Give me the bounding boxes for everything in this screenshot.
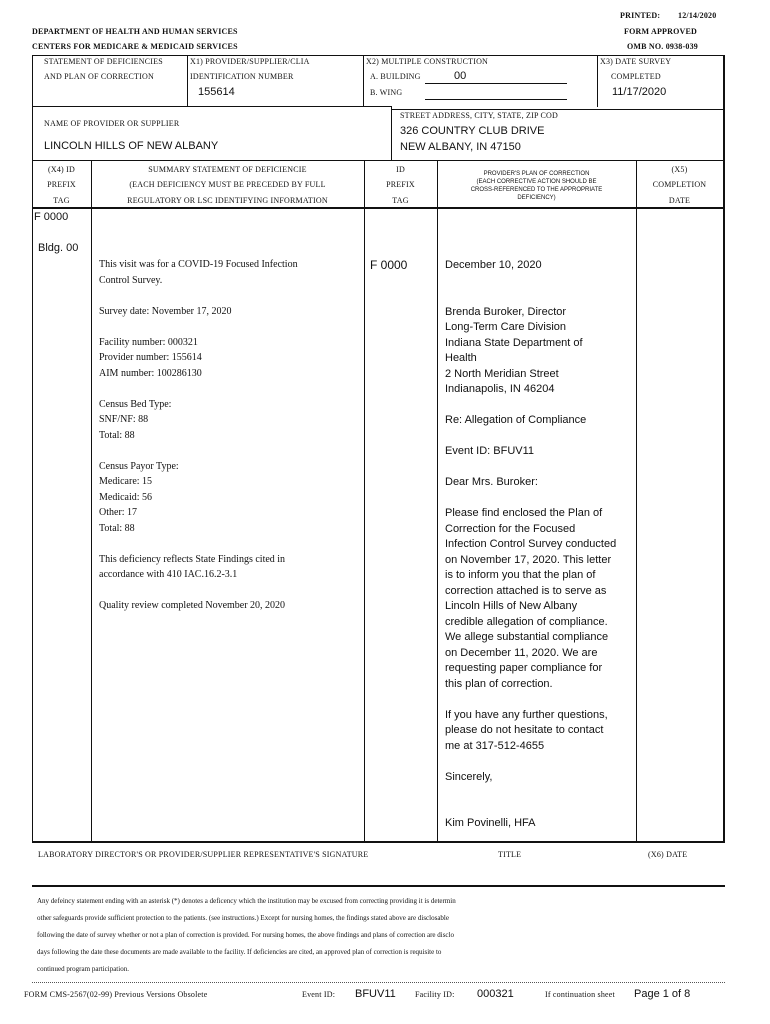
- plan-of-correction-text: December 10, 2020 Brenda Buroker, Director Long-Term Care Division Indiana State Department of Health 2 North Meridian Street Indianapolis, IN 46204 Re: Allegation of Compliance Event ID: BFUV11 Dear Mrs. Buroker: Please find enclosed the Plan of Correction for the Focused Infection Control Survey conducted on November 17, 2020. This letter is to inform you that the plan of correction attached is to serve as Lincoln Hills of New Albany credible allegation of compliance. We allege substantial compliance on December 11, 2020. We are requesting paper compliance for this plan of correction. If you have any further questions, please do not hesitate to contact me at 317-512-4655 Sincerely, Kim Povinelli, HFA: [445, 259, 617, 829]
- identification-number-label: IDENTIFICATION NUMBER: [190, 72, 294, 81]
- wing-label: B. WING: [370, 88, 403, 97]
- id-prefix-header: PREFIX: [386, 180, 415, 189]
- title-label: TITLE: [498, 850, 522, 859]
- x4-tag-header: TAG: [53, 196, 70, 205]
- plan-subheader-2: CROSS-REFERENCED TO THE APPROPRIATE: [470, 187, 603, 193]
- centers-name: CENTERS FOR MEDICARE & MEDICAID SERVICES: [32, 42, 238, 51]
- printed-label: PRINTED:: [620, 11, 661, 20]
- plan-header: PROVIDER'S PLAN OF CORRECTION: [483, 171, 590, 177]
- x4-id-header: (X4) ID: [48, 165, 75, 174]
- completed-label: COMPLETED: [611, 72, 661, 81]
- plan-subheader: (EACH CORRECTIVE ACTION SHOULD BE: [476, 179, 597, 185]
- plan-subheader-3: DEFICIENCY): [517, 195, 556, 201]
- x6-date-label: (X6) DATE: [648, 850, 688, 859]
- x4-prefix-header: PREFIX: [47, 180, 76, 189]
- summary-subheader-2: REGULATORY OR LSC IDENTIFYING INFORMATION: [127, 196, 328, 205]
- event-id-value: BFUV11: [355, 988, 396, 1000]
- id-header: ID: [396, 165, 405, 174]
- page-number: Page 1 of 8: [634, 988, 691, 1000]
- building-label: A. BUILDING: [370, 72, 421, 81]
- plan-of-correction-label: AND PLAN OF CORRECTION: [44, 72, 154, 81]
- omb-number: OMB NO. 0938-039: [627, 42, 698, 51]
- form-approved: FORM APPROVED: [624, 27, 698, 36]
- right-tag: F 0000: [370, 258, 408, 272]
- disclaimer-text: Any defeincy statement ending with an asterisk (*) denotes a deficency which the institution may be excused from correcting providing it is determin other safeguards provide sufficient protection to the patients. (see instructions.) Except for nursing homes, the findings stated above are disclosable following the date of survey whether or not a plan of correction is provided. For nursing homes, the above findings and plans of correction are disclo days following the date these documents are made available to the facility. If deficiencies are cited, an approved plan of correction is requisite to continued program participation.: [37, 897, 456, 973]
- building-tag: Bldg. 00: [38, 242, 79, 254]
- representative-signature-label: LABORATORY DIRECTOR'S OR PROVIDER/SUPPLIER REPRESENTATIVE'S SIGNATURE: [38, 850, 369, 859]
- left-tag: F 0000: [34, 211, 69, 223]
- provider-id-label: X1) PROVIDER/SUPPLIER/CLIA: [190, 57, 310, 66]
- survey-completed-date: 11/17/2020: [612, 86, 667, 98]
- street-address-label: STREET ADDRESS, CITY, STATE, ZIP COD: [400, 111, 558, 120]
- summary-statement-text: This visit was for a COVID-19 Focused Infection Control Survey. Survey date: November 17, 2020 Facility number: 000321 Provider number: 155614 AIM number: 100286130 Census Bed Type: SNF/NF: 88 Total: 88 Census Payor Type: Medicare: 15 Medicaid: 56 Other: 17 Total: 88 This deficiency reflects State Findings cited in accordance with 410 IAC.16.2-3.1 Quality review completed November 20, 2020: [99, 259, 298, 611]
- facility-id-label: Facility ID:: [415, 990, 455, 999]
- street-address-line: 326 COUNTRY CLUB DRIVE: [400, 125, 545, 137]
- facility-id-value: 000321: [477, 988, 514, 1000]
- continuation-sheet-label: If continuation sheet: [545, 990, 615, 999]
- provider-name-value: LINCOLN HILLS OF NEW ALBANY: [44, 140, 219, 152]
- department-name: DEPARTMENT OF HEALTH AND HUMAN SERVICES: [32, 27, 238, 36]
- building-value: 00: [454, 70, 467, 82]
- printed-date: 12/14/2020: [678, 11, 717, 20]
- date-header: DATE: [668, 196, 691, 205]
- event-id-label: Event ID:: [302, 990, 336, 999]
- completion-header: COMPLETION: [652, 180, 707, 189]
- date-survey-label: X3) DATE SURVEY: [600, 57, 672, 66]
- provider-name-label: NAME OF PROVIDER OR SUPPLIER: [44, 119, 180, 128]
- multiple-construction-label: X2) MULTIPLE CONSTRUCTION: [366, 57, 489, 66]
- form-number: FORM CMS-2567(02-99) Previous Versions Obsolete: [24, 990, 208, 999]
- summary-subheader: (EACH DEFICIENCY MUST BE PRECEDED BY FULL: [129, 180, 326, 189]
- id-tag-header: TAG: [392, 196, 409, 205]
- summary-header: SUMMARY STATEMENT OF DEFICIENCIE: [148, 165, 307, 174]
- statement-label: STATEMENT OF DEFICIENCIES: [44, 57, 163, 66]
- x5-header: (X5): [671, 165, 688, 174]
- provider-id-value: 155614: [198, 86, 235, 98]
- city-state-zip-line: NEW ALBANY, IN 47150: [400, 141, 521, 153]
